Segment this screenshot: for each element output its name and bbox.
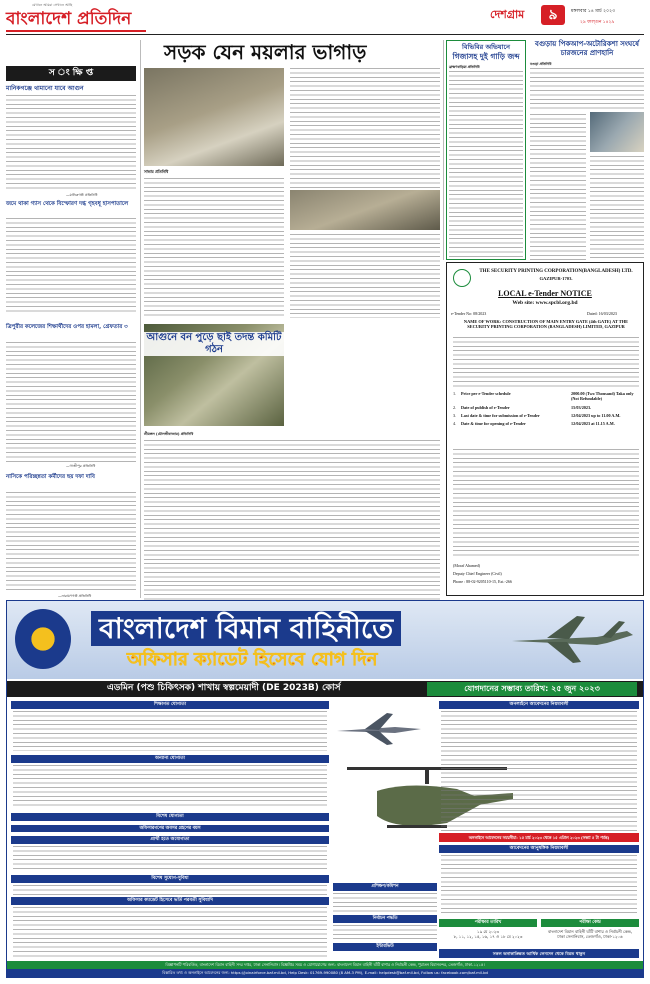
cargo-plane-icon [507,611,637,667]
section-header: প্রশিক্ষণ/কমিশন [333,883,437,891]
accident-photo [590,112,644,152]
ad-banner-title: বাংলাদেশ বিমান বাহিনীতে [91,611,401,646]
tender-date: Dated: 16/03/2023 [587,311,617,316]
course-bar [7,681,643,697]
row-label: Date of publish of e-Tender [461,405,510,410]
row-value: 12/04/2023 up to 11.00 A.M. [571,413,621,418]
brief-item-title: জমে থাকা গ্যাস থেকে বিস্ফোরণ দগ্ধ গৃহবধূ হাসপাতালে [6,201,129,207]
exam-center-header: পরীক্ষা কেন্দ্র [541,919,639,927]
bgb-headline: বিভিবির অভিযানে [462,43,510,51]
newspaper-tagline: যেখানে আমরা সেখানে আছি [32,3,73,7]
application-deadline: যোগদানের সম্ভাব্য তারিখ: ২৫ জুন ২০২৩ [427,682,637,696]
training-body [333,893,437,913]
fire-body [144,440,440,600]
accident-body-2 [530,114,586,260]
exam-centers: বাংলাদেশ বিমান বাহিনী ঘাঁটি বাশার ও নির্বাচনী কেন্দ্র, ঢাকা সেনানিবাস, তেজগাঁও, ঢাকা-১২০৬ [547,929,633,939]
tender-signer-title: Deputy Chief Engineer (Civil) [453,571,502,576]
brief-byline: —গাজীপুর প্রতিনিধি [66,464,96,468]
date-subline: ২৯ ফাল্গুন ১৪২৯ [580,20,615,25]
other-req-body [13,765,327,809]
accident-body-3 [590,156,644,260]
education-body [13,711,327,751]
section-name: দেশগ্রাম [490,8,525,21]
tender-terms-body [453,449,639,557]
ad-right-block [439,701,639,959]
app-rules-body [441,855,637,915]
row-value: 15/03/2023. [571,405,592,410]
accident-body [530,68,644,112]
row-label: Date & time for opening of e-Tender [461,421,526,426]
row-value: 12/04/2023 at 11.15 A.M. [571,421,615,426]
tender-org: THE SECURITY PRINTING CORPORATION(BANGLADESH) LTD. [479,269,633,274]
row-label: Price per e-Tender schedule [461,391,511,396]
lead-photo-garbage-road [144,68,284,166]
lead-body-col1 [144,178,284,318]
row-number: 2. [453,405,457,410]
fighter-jet-icon [335,709,425,749]
masthead [0,0,650,36]
tender-intro-body [453,337,639,387]
section-header: বিশেষ যোগ্যতা [11,813,329,821]
accident-headline: বগুড়ায় পিকআপ-অটোরিকশা সংঘর্ষে চারজনের প্রাণহানি [535,40,639,57]
lead-body-col3 [290,234,440,318]
bgb-headline-2: গিজাসহ দুই গাড়ি জব্দ [452,52,520,61]
row-number: 1. [453,391,457,396]
section-header: শিক্ষাগত যোগ্যতা [11,701,329,709]
ad-banner [7,601,643,679]
newspaper-logo: বাংলাদেশ প্রতিদিন [6,9,132,29]
section-header: অফিসার ক্যাডেট হিসেবে ভর্তি পরবর্তী সুবিধাদি [11,897,329,905]
bgb-byline: ব্রাহ্মণবাড়িয়া প্রতিনিধি [449,65,480,69]
row-label: Last date & time for submission of e-Tender [461,413,540,418]
exam-dates: ১৯ মে ২০২৩ ৮, ১১, ১২, ১৫, ১৬, ১৭ ও ১৮ মে ২০২৩ [453,929,523,939]
brief-header: স ং ক্ষি প্ত [6,66,136,81]
accident-story [530,40,644,260]
bgb-box [446,40,526,260]
section-header: অফিসারগণের অবসর গ্রহণের বয়স [11,825,329,832]
brief-item-title: নাসিকে পরিচ্ছন্নতা কর্মীদের ছয় দফা দাবি [6,474,95,480]
accident-byline: বগুড়া প্রতিনিধি [530,62,552,66]
benefits-body [13,885,327,895]
page-number-badge: ৯ [541,5,565,25]
ad-footer-1: বিজ্ঞাপনটি পরিবর্তিত, বাংলাদেশ বিমান বাহিনী সদর দপ্তর, ঢাকা সেনানিবাস। বিজ্ঞপ্তির সময় ও যোগাযোগের জন্য: বাংলাদেশ বিমান বাহিনী ঘাঁটি বাশার ও নির্বাচনী কেন্দ্র, পুরাতন বিমানবন্দর, তেজগাঁও, ঢাকা-১২১৫। [7,961,643,969]
fire-byline: শ্রীমঙ্গল (মৌলভীবাজার) প্রতিনিধি [144,432,194,436]
tender-signer-phone: Phone : 88-02-9205110-15, Ext.-266 [453,579,512,584]
brief-byline: —মানিকগঞ্জ প্রতিনিধি [66,193,98,197]
tender-schedule-table [453,391,639,445]
lead-body-col2 [290,68,440,188]
online-apply-body [441,711,637,831]
date-line: মঙ্গলবার ১৪ মার্চ ২০২৩ [571,9,616,14]
column-divider [443,40,444,260]
ad-banner-subtitle: অফিসার ক্যাডেট হিসেবে যোগ দিন [127,649,378,670]
lead-byline: সাভার প্রতিনিধি [144,169,169,174]
column-divider [140,40,141,598]
lead-photo-2 [290,190,440,230]
section-header: প্রার্থী হতে অযোগ্যতা [11,836,329,844]
section-header: ইন্টারভিউ [333,943,437,951]
tender-number: e-Tender No: 08/2023 [451,311,487,316]
brief-item-body [6,95,136,191]
selection-body [333,925,437,941]
section-header: আবেদনের আনুষঙ্গিক নিয়মাবলী [439,845,639,853]
brief-item-body [6,218,136,314]
bgb-body [449,71,523,257]
tender-address: GAZIPUR-1703. [539,276,573,281]
after-training-body [13,907,327,957]
spcbl-logo [453,269,471,287]
tender-signer-name: (Moraf Ahamed) [453,563,480,568]
tender-work-name: NAME OF WORK: CONSTRUCTION OF MAIN ENTRY GATE (4th GATE) AT THE SECURITY PRINTING CORPORATION (BANGLADESH) LIMITED, GAZIPUR [463,319,629,330]
air-force-ad [6,600,644,978]
brief-item-body [6,492,136,592]
section-header: অনলাইনে আবেদনের নিয়মাবলী [439,701,639,709]
tender-website[interactable]: Web site: www.spcbl.org.bd [512,300,578,306]
exam-date-header: পরীক্ষার তারিখ [439,919,537,927]
lead-headline: সড়ক যেন ময়লার ভাগাড় [164,40,367,64]
tender-title: LOCAL e-Tender NOTICE [498,289,592,298]
section-header: নির্বাচন পদ্ধতি [333,915,437,923]
masthead-rule [6,34,644,35]
brief-byline: —নারায়ণগঞ্জ প্রতিনিধি [58,594,92,598]
row-number: 3. [453,413,457,418]
not-eligible-body [13,846,327,872]
row-value: 2000.00 (Two Thousand) Taka only (Not Refundable) [571,391,634,402]
logo-underline [6,30,146,32]
brief-item-title: মানিকগঞ্জে থামানো যাবে আগুন [6,85,84,92]
ad-footer-2[interactable]: বিস্তারিত তথ্য ও অনলাইনে আবেদনের জন্য: https://joinairforce.baf.mil.bd, Help Desk: 01769-990080 (8 AM-3 PM), E-mail: helpdesk@baf.mil.bd, Follow us: facebook.com/baf.mil.bd [7,969,643,977]
row-number: 4. [453,421,457,426]
tender-notice [446,262,644,596]
online-deadline: অনলাইনে আবেদনের সময়সীমা: ১৫ মার্চ ২০২৩ থেকে ১৫ এপ্রিল ২০২৩ (সন্ধ্যা ৫ টা পর্যন্ত) [439,833,639,842]
course-title: এডমিন (পশু চিকিৎসক) শাখায় স্বল্পমেয়াদী (DE 2023B) কোর্স [107,683,341,693]
ad-left-block [11,701,329,959]
brief-column [6,66,136,606]
lead-story [144,40,440,600]
brief-item-body [6,342,136,462]
brief-item-title: ত্রিপুরীর কলেজের শিক্ষার্থীদের ওপর হামলা, গ্রেফতার ৩ [6,324,128,330]
section-header: অন্যান্য যোগ্যতা [11,755,329,763]
fire-headline: আগুনে বন পুড়ে ছাই তদন্ত কমিটি গঠন [144,332,284,356]
section-header: বিশেষ সুযোগ-সুবিধা [11,875,329,883]
baf-emblem [15,609,71,669]
warning-bar: সকল অনাকাঙ্ক্ষিত আর্থিক লেনদেন থেকে বিরত থাকুন [439,949,639,958]
